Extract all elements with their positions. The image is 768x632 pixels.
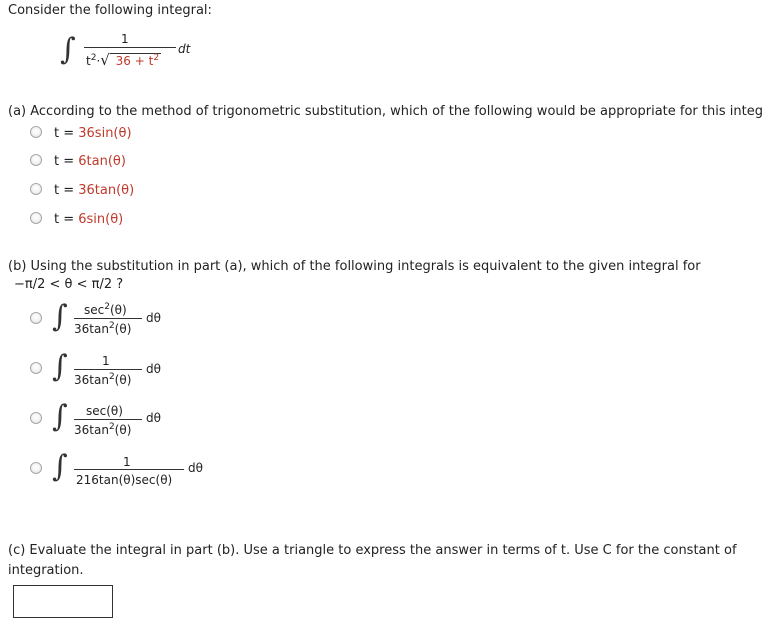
option-numerator: 1 <box>102 354 110 368</box>
integral-sign: ∫ <box>60 32 76 67</box>
part-c-question-line2: integration. <box>8 563 84 578</box>
option-label: t = 36sin(θ) <box>54 126 132 141</box>
intro-text: Consider the following integral: <box>8 3 212 18</box>
option-label: t = 6sin(θ) <box>54 212 124 227</box>
answer-input[interactable] <box>13 585 113 618</box>
radio-button[interactable] <box>30 183 42 195</box>
option-label: t = 36tan(θ) <box>54 183 135 198</box>
fraction-bar <box>74 369 142 370</box>
differential: dθ <box>146 411 161 425</box>
radio-button[interactable] <box>30 312 42 324</box>
radio-button[interactable] <box>30 154 42 166</box>
differential: dθ <box>146 362 161 376</box>
option-numerator: sec(θ) <box>86 404 123 418</box>
radio-button[interactable] <box>30 362 42 374</box>
part-b-question: (b) Using the substitution in part (a), which of the following integrals is equivalent to the given integral for <box>8 259 701 274</box>
fraction-bar <box>74 318 142 319</box>
option-numerator: $\sec^2(\theta)$ <box>84 302 127 317</box>
integral-denominator: $t^2\cdot√$ $36 + t^2$ <box>86 51 160 69</box>
radio-button[interactable] <box>30 126 42 138</box>
option-label: t = 6tan(θ) <box>54 154 126 169</box>
integral-sign: ∫ <box>52 299 68 334</box>
radio-button[interactable] <box>30 212 42 224</box>
integral-sign: ∫ <box>52 349 68 384</box>
radio-button[interactable] <box>30 412 42 424</box>
option-numerator: 1 <box>123 455 131 469</box>
differential: dθ <box>188 461 203 475</box>
radio-button[interactable] <box>30 462 42 474</box>
integral-sign: ∫ <box>52 449 68 484</box>
part-a-question: (a) According to the method of trigonometric substitution, which of the following would be appropriate for this integ <box>8 104 763 119</box>
part-b-condition: −π/2 < θ < π/2 ? <box>14 277 124 292</box>
integral-sign: ∫ <box>52 399 68 434</box>
differential: dθ <box>146 311 161 325</box>
fraction-bar <box>74 419 142 420</box>
option-denominator: $36\tan^2(\theta)$ <box>74 321 132 336</box>
fraction-bar <box>74 469 184 470</box>
option-denominator: $36\tan^2(\theta)$ <box>74 372 132 387</box>
differential: dt <box>178 42 191 56</box>
part-c-question-line1: (c) Evaluate the integral in part (b). Use a triangle to express the answer in terms of t. Use C for the constant of <box>8 543 737 558</box>
fraction-bar <box>84 47 176 48</box>
option-denominator: $36\tan^2(\theta)$ <box>74 422 132 437</box>
option-denominator: 216tan(θ)sec(θ) <box>76 473 173 487</box>
integral-numerator: 1 <box>121 32 129 46</box>
